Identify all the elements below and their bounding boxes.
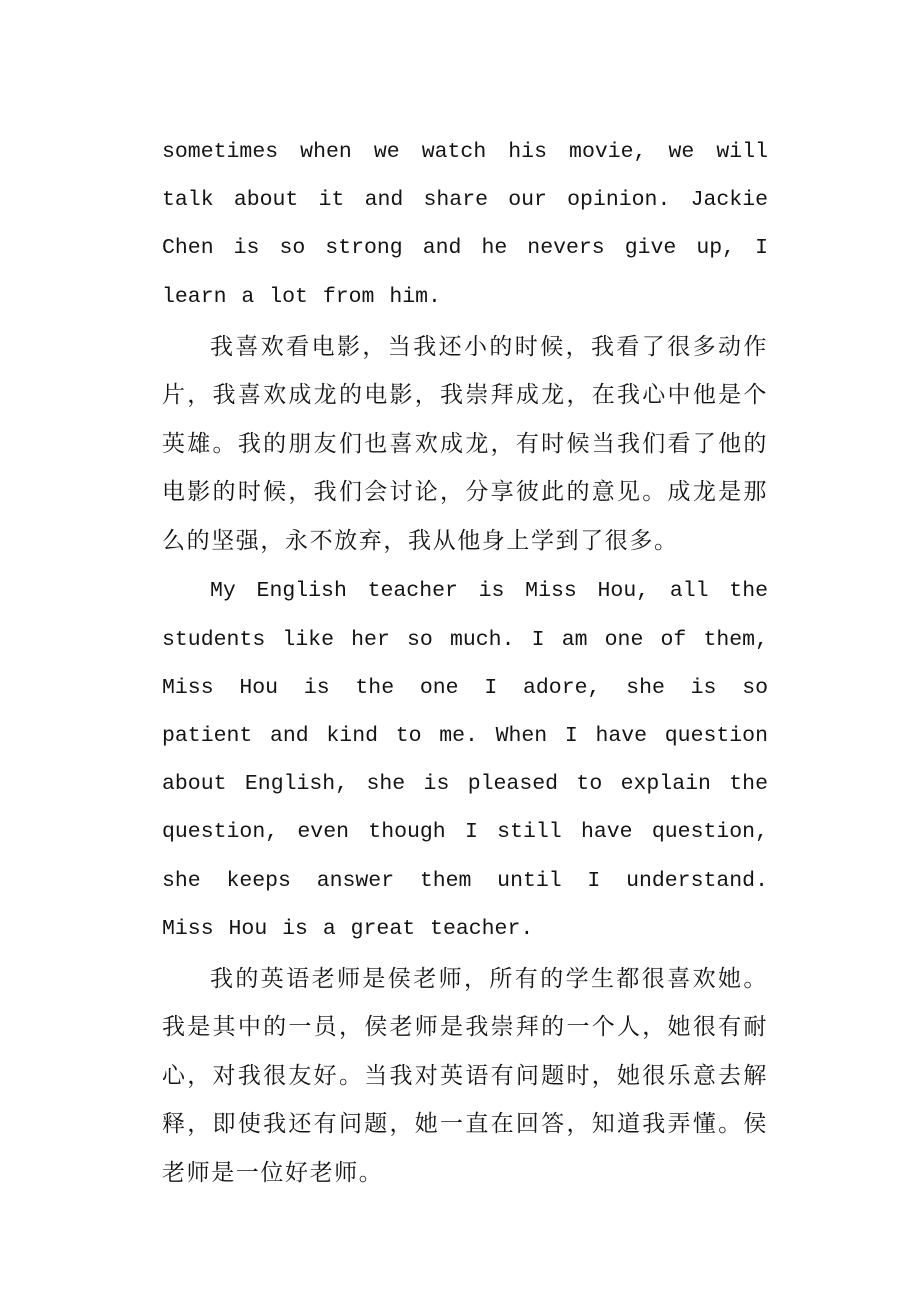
paragraph-chinese-jackie-chan: 我喜欢看电影，当我还小的时候，我看了很多动作片，我喜欢成龙的电影，我崇拜成龙，在我心中他是个英雄。我的朋友们也喜欢成龙，有时候当我们看了他的电影的时候，我们会讨论，分享彼此的意见。成龙是那么的坚强，永不放弃，我从他身上学到了很多。 xyxy=(162,333,768,554)
paragraph-english-teacher: My English teacher is Miss Hou, all the students like her so much. I am one of them, Miss Hou is the one I adore, she is so patient and kind to me. When I have question about English, she is pleased to explain the question, even though I still have question, she keeps answer them until I understand. Miss Hou is a great teacher. xyxy=(162,579,768,941)
paragraph-english-jackie-chan: sometimes when we watch his movie, we will talk about it and share our opinion. Jackie Chen is so strong and he nevers give up, I learn a lot from him. xyxy=(162,140,768,309)
essay-body xyxy=(162,128,768,1197)
paragraph-chinese-teacher: 我的英语老师是侯老师，所有的学生都很喜欢她。我是其中的一员，侯老师是我崇拜的一个人，她很有耐心，对我很友好。当我对英语有问题时，她很乐意去解释，即使我还有问题，她一直在回答，知道我弄懂。侯老师是一位好老师。 xyxy=(162,965,768,1186)
